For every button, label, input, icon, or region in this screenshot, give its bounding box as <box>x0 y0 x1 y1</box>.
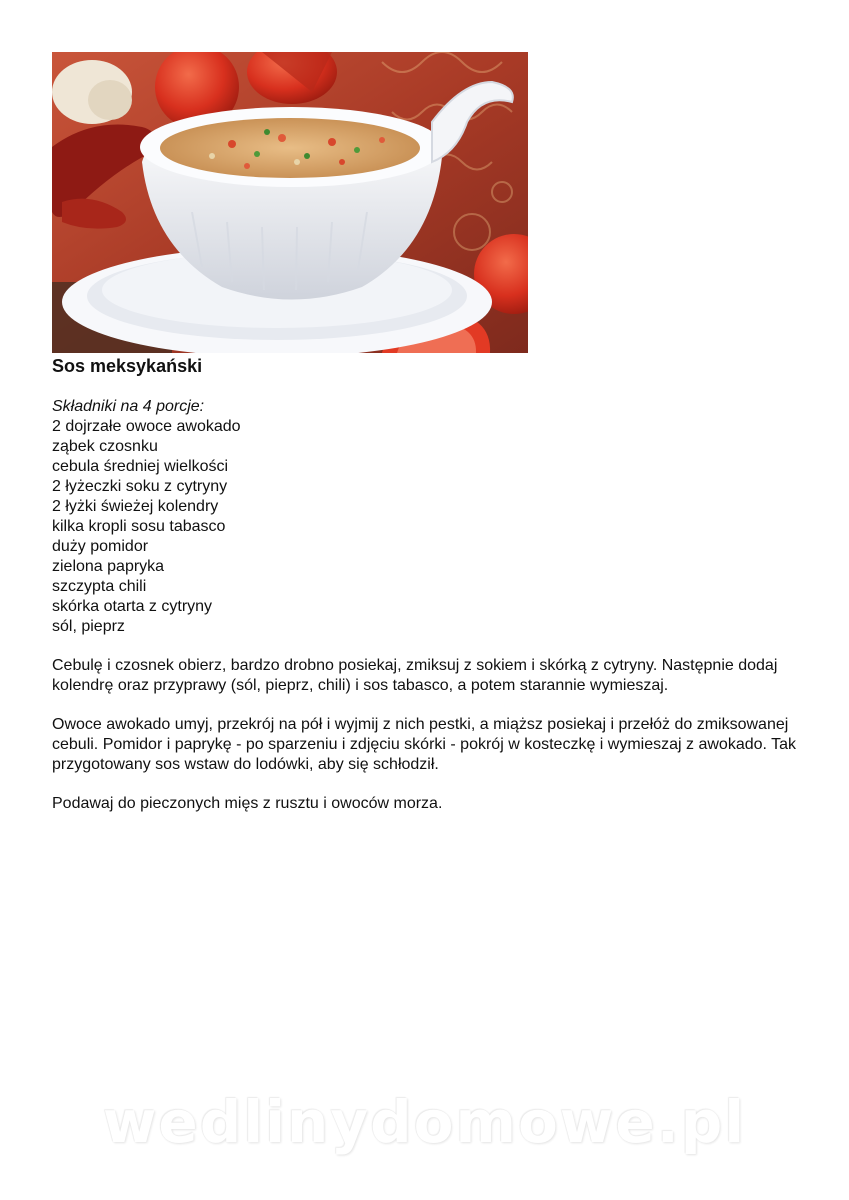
sauce-boat-photo-icon <box>52 52 528 353</box>
recipe-photo <box>52 52 528 353</box>
ingredient-item: sól, pieprz <box>52 618 125 635</box>
ingredient-item: 2 dojrzałe owoce awokado <box>52 418 241 435</box>
ingredient-item: 2 łyżeczki soku z cytryny <box>52 478 228 495</box>
ingredient-item: skórka otarta z cytryny <box>52 598 213 615</box>
site-watermark: wedlinydomowe.pl <box>102 1088 747 1156</box>
ingredient-item: kilka kropli sosu tabasco <box>52 518 226 535</box>
step-paragraph: Cebulę i czosnek obierz, bardzo drobno posiekaj, zmiksuj z sokiem i skórką z cytryny. Następnie dodaj kolendrę oraz przyprawy (sól, pieprz, chili) i sos tabasco, a potem starannie wymieszaj. <box>52 657 778 694</box>
ingredient-item: ząbek czosnku <box>52 438 158 455</box>
ingredient-item: duży pomidor <box>52 538 149 555</box>
ingredient-item: zielona papryka <box>52 558 165 575</box>
ingredients-heading: Składniki na 4 porcje: <box>52 398 205 415</box>
ingredient-item: szczypta chili <box>52 578 147 595</box>
serving-paragraph: Podawaj do pieczonych mięs z rusztu i owoców morza. <box>52 795 443 812</box>
step-paragraph: Owoce awokado umyj, przekrój na pół i wyjmij z nich pestki, a miąższ posiekaj i przełóż do zmiksowanej cebuli. Pomidor i paprykę - po sparzeniu i zdjęciu skórki - pokrój w kosteczkę i wymieszaj z awokado. Tak przygotowany sos wstaw do lodówki, aby się schłodził. <box>52 716 797 773</box>
ingredient-item: cebula średniej wielkości <box>52 458 229 475</box>
recipe-title: Sos meksykański <box>52 356 203 376</box>
ingredients-list <box>52 397 241 637</box>
ingredient-item: 2 łyżki świeżej kolendry <box>52 498 219 515</box>
